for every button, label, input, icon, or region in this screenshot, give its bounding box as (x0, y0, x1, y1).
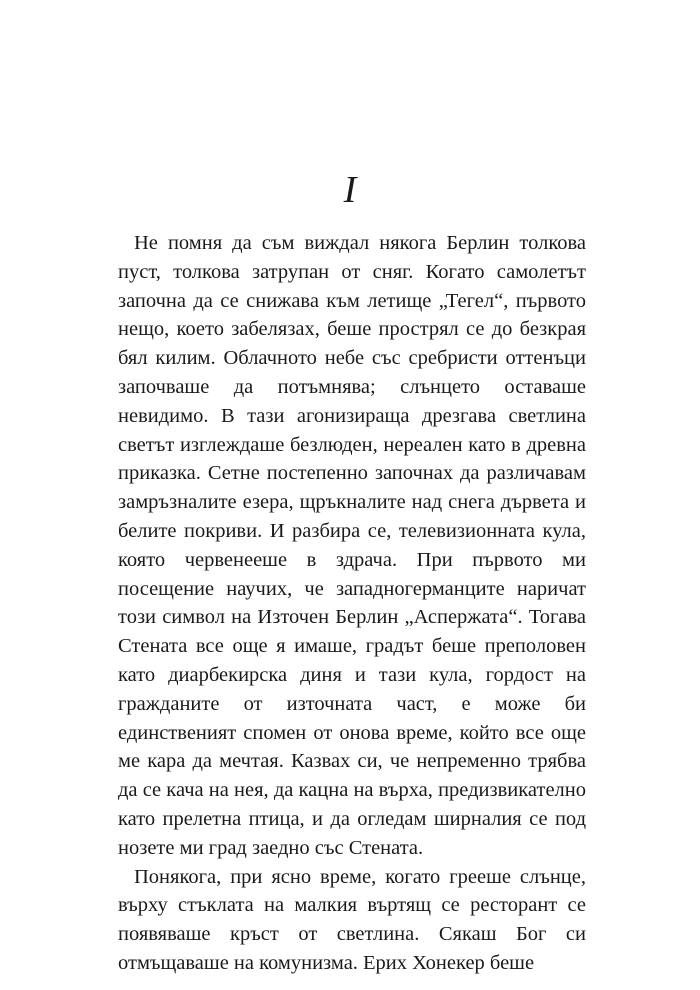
body-text (118, 229, 586, 978)
paragraph: Не помня да съм виждал някога Берлин толкова пуст, толкова затрупан от сняг. Когато самолетът започна да се снижава към летище „Тегел“, първото нещо, което забелязах, беше прострял се до безкрая бял килим. Облачното небе със сребристи оттенъци започваше да потъмнява; слънцето оставаше невидимо. В тази агонизираща дрезгава светлина светът изглеждаше безлюден, нереален като в древна приказка. Сетне постепенно започнах да различавам замръзналите езера, щръкналите над снега дървета и белите покриви. И разбира се, телевизионната кула, която червенееше в здрача. При първото ми посещение научих, че западногерманците наричат този символ на Източен Берлин „Аспержата“. Тогава Стената все още я имаше, градът беше преполовен като диарбекирска диня и тази кула, гордост на гражданите от източната част, е може би единственият спомен от онова време, който все още ме кара да мечтая. Казвах си, че непременно трябва да се кача на нея, да кацна на върха, предизвикателно като прелетна птица, и да огледам ширналия се под нозете ми град заедно със Стената. (118, 232, 586, 859)
chapter-title: I (343, 169, 357, 211)
paragraph: Понякога, при ясно време, когато грееше слънце, върху стъклата на малкия въртящ се ресторант се появяваше кръст от светлина. Сякаш Бог си отмъщаваше на комунизма. Ерих Хонекер беше (118, 865, 586, 974)
